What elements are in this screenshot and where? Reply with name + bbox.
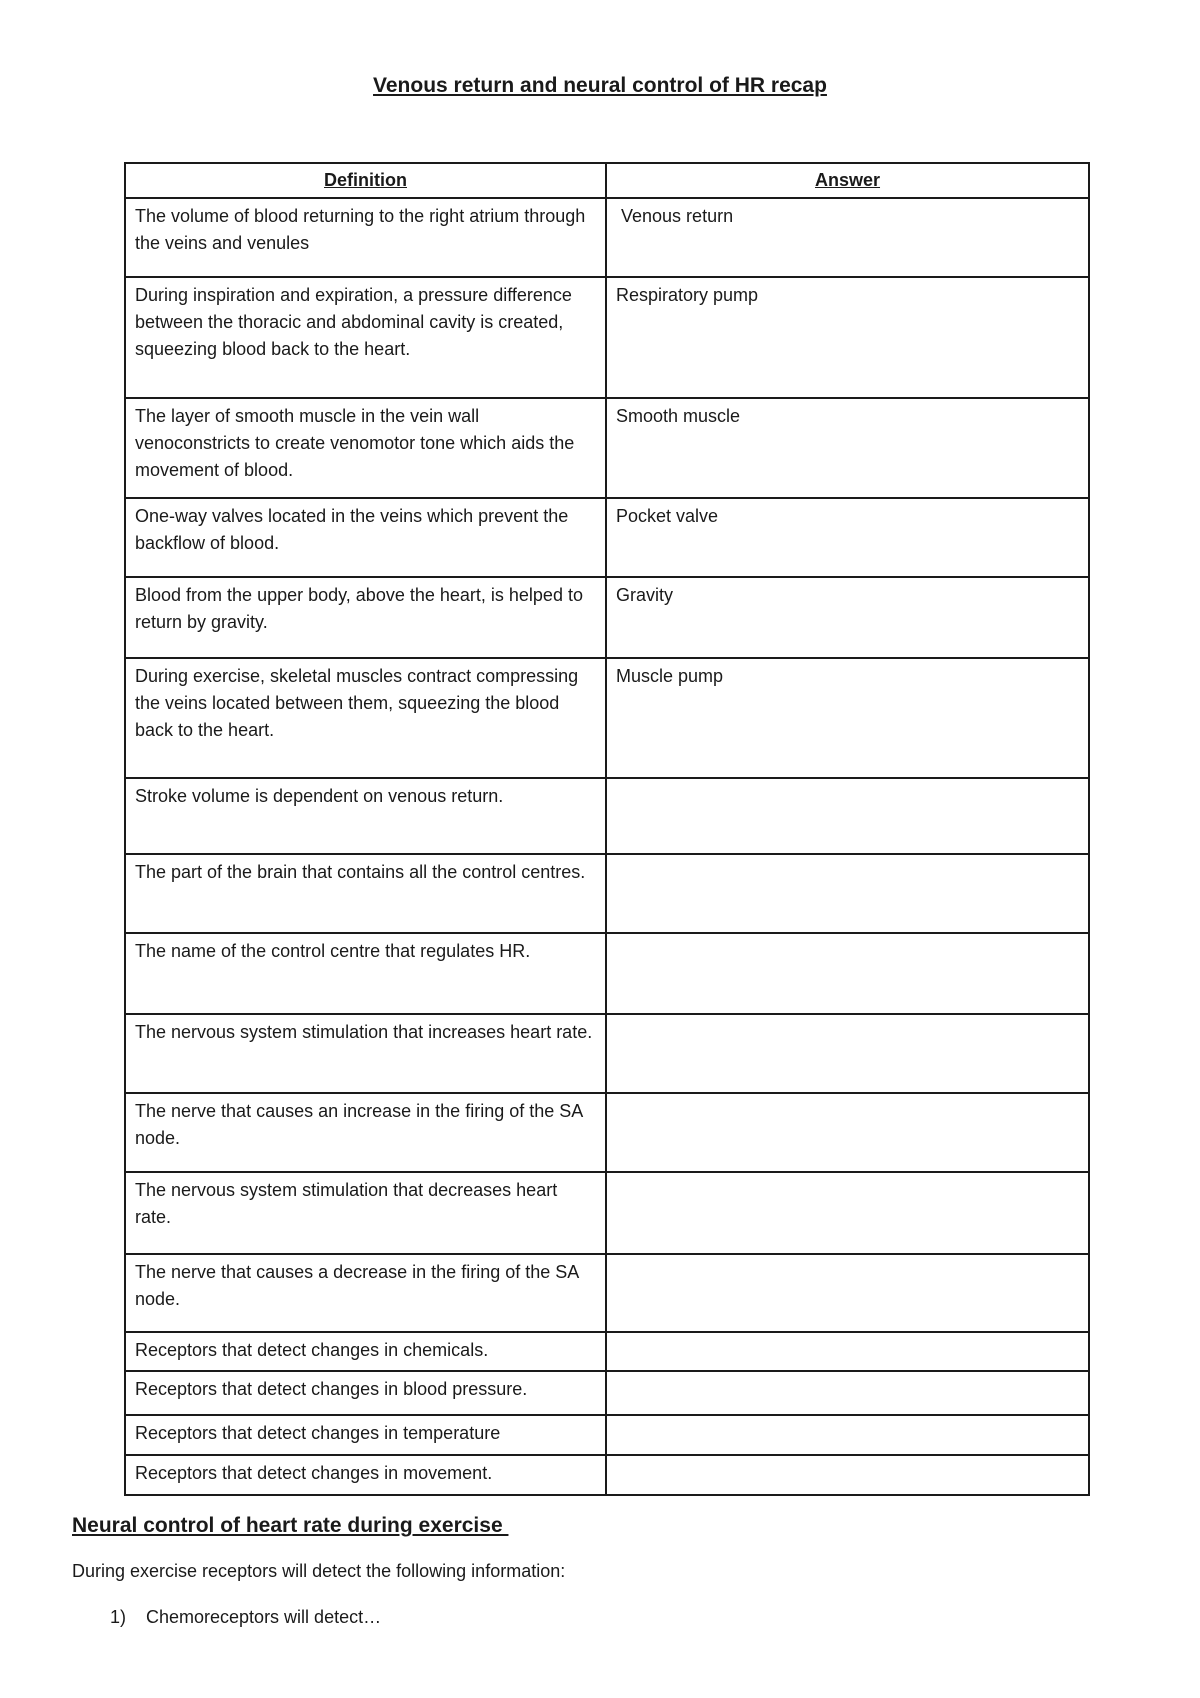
page-title: Venous return and neural control of HR recap <box>373 74 827 97</box>
definition-cell: Blood from the upper body, above the heart, is helped to return by gravity. <box>125 577 606 658</box>
answer-cell[interactable]: Respiratory pump <box>606 277 1089 398</box>
definition-cell: Receptors that detect changes in temperature <box>125 1415 606 1455</box>
answer-cell[interactable] <box>606 1371 1089 1415</box>
definition-cell: One-way valves located in the veins which prevent the backflow of blood. <box>125 498 606 577</box>
table-row <box>125 854 1089 933</box>
answer-cell[interactable] <box>606 1014 1089 1093</box>
table-row <box>125 778 1089 854</box>
section-heading: Neural control of heart rate during exercise <box>72 1514 509 1537</box>
definition-cell: During inspiration and expiration, a pressure difference between the thoracic and abdominal cavity is created, squeezing blood back to the heart. <box>125 277 606 398</box>
answer-cell[interactable] <box>606 1093 1089 1172</box>
answer-cell[interactable] <box>606 854 1089 933</box>
answer-cell[interactable] <box>606 933 1089 1014</box>
table-row <box>125 198 1089 277</box>
definition-cell: Receptors that detect changes in movement. <box>125 1455 606 1495</box>
definition-cell: The nerve that causes an increase in the firing of the SA node. <box>125 1093 606 1172</box>
table-row <box>125 398 1089 498</box>
answer-cell[interactable]: Gravity <box>606 577 1089 658</box>
list-item <box>110 1607 381 1628</box>
definition-cell: The nervous system stimulation that decreases heart rate. <box>125 1172 606 1254</box>
list-item-number: 1) <box>110 1607 127 1627</box>
table-row <box>125 1415 1089 1455</box>
answer-cell[interactable]: Pocket valve <box>606 498 1089 577</box>
definition-cell: The name of the control centre that regulates HR. <box>125 933 606 1014</box>
answer-cell[interactable]: Smooth muscle <box>606 398 1089 498</box>
answer-cell[interactable] <box>606 1172 1089 1254</box>
table-row <box>125 1172 1089 1254</box>
list-item-text: Chemoreceptors will detect… <box>146 1607 382 1627</box>
table-row <box>125 498 1089 577</box>
definition-cell: Receptors that detect changes in chemicals. <box>125 1332 606 1371</box>
table-row <box>125 933 1089 1014</box>
table-row <box>125 1455 1089 1495</box>
table-row <box>125 658 1089 778</box>
table-row <box>125 577 1089 658</box>
answer-cell[interactable] <box>606 778 1089 854</box>
recap-table <box>124 162 1090 1496</box>
answer-cell[interactable]: Muscle pump <box>606 658 1089 778</box>
definition-cell: The nerve that causes a decrease in the firing of the SA node. <box>125 1254 606 1332</box>
definition-cell: The part of the brain that contains all the control centres. <box>125 854 606 933</box>
answer-header: Answer <box>606 163 1089 198</box>
table-row <box>125 1371 1089 1415</box>
definition-cell: The layer of smooth muscle in the vein wall venoconstricts to create venomotor tone which aids the movement of blood. <box>125 398 606 498</box>
table-row <box>125 277 1089 398</box>
definition-cell: The volume of blood returning to the right atrium through the veins and venules <box>125 198 606 277</box>
definition-cell: During exercise, skeletal muscles contract compressing the veins located between them, squeezing the blood back to the heart. <box>125 658 606 778</box>
definition-cell: Receptors that detect changes in blood pressure. <box>125 1371 606 1415</box>
table-row <box>125 1332 1089 1371</box>
table-row <box>125 1254 1089 1332</box>
answer-cell[interactable] <box>606 1254 1089 1332</box>
table-header-row <box>125 163 1089 198</box>
intro-text: During exercise receptors will detect the following information: <box>72 1561 566 1581</box>
answer-cell[interactable]: Venous return <box>606 198 1089 277</box>
definition-header: Definition <box>125 163 606 198</box>
answer-cell[interactable] <box>606 1415 1089 1455</box>
answer-cell[interactable] <box>606 1332 1089 1371</box>
table-row <box>125 1093 1089 1172</box>
answer-cell[interactable] <box>606 1455 1089 1495</box>
definition-cell: The nervous system stimulation that increases heart rate. <box>125 1014 606 1093</box>
table-row <box>125 1014 1089 1093</box>
definition-cell: Stroke volume is dependent on venous return. <box>125 778 606 854</box>
